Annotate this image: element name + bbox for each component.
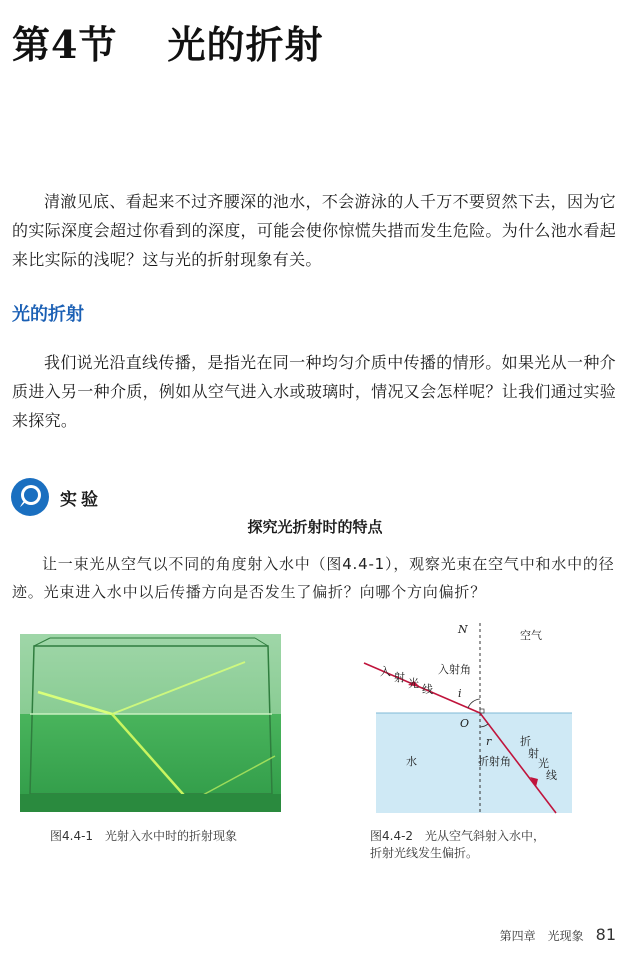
water-tank-photo [20, 634, 281, 812]
section-name: 光的折射 [167, 22, 324, 67]
incident-ray-char-2: 射 [394, 671, 405, 684]
label-incident-angle: 入射角 [438, 663, 471, 676]
figure-4-4-2-caption-line2: 折射光线发生偏折。 [370, 846, 479, 860]
refracted-ray-char-2: 射 [528, 747, 539, 760]
figure-4-4-2-caption [370, 828, 545, 862]
refraction-diagram [340, 617, 580, 817]
label-air: 空气 [520, 629, 542, 642]
label-normal: N [458, 623, 468, 636]
figure-4-4-2-caption-line1: 图4.4-2 光从空气斜射入水中， [370, 829, 546, 843]
label-o: O [460, 717, 470, 730]
subheading-refraction: 光的折射 [12, 304, 84, 325]
label-r: r [486, 735, 492, 748]
page-footer [500, 925, 616, 944]
incident-angle-arc [468, 699, 480, 708]
incident-ray-char-3: 光 [408, 677, 419, 690]
label-i: i [458, 687, 462, 700]
label-refraction-angle: 折射角 [478, 755, 511, 768]
incident-ray-char-4: 线 [422, 683, 433, 696]
section-title [12, 14, 323, 69]
refracted-ray-char-4: 线 [546, 769, 557, 782]
right-angle-mark [480, 709, 484, 713]
body-paragraph: 我们说光沿直线传播，是指光在同一种均匀介质中传播的情形。如果光从一种介质进入另一种介质，例如从空气进入水或玻璃时，情况又会怎样呢？让我们通过实验来探究。 [12, 353, 616, 430]
refracted-ray-char-1: 折 [520, 735, 531, 748]
experiment-text: 让一束光从空气以不同的角度射入水中（图4.4-1），观察光束在空气中和水中的径迹。光束进入水中以后传播方向是否发生了偏折？向哪个方向偏折？ [12, 555, 615, 601]
experiment-magnifier-icon [10, 477, 50, 517]
experiment-label: 实验 [60, 490, 102, 510]
refracted-ray-char-3: 光 [538, 757, 549, 770]
intro-paragraph: 清澈见底、看起来不过齐腰深的池水，不会游泳的人千万不要贸然下去，因为它的实际深度会超过你看到的深度，可能会使你惊慌失措而发生危险。为什么池水看起来比实际的浅呢？这与光的折射现象有关。 [12, 192, 616, 269]
label-water: 水 [406, 755, 417, 768]
experiment-title: 探究光折射时的特点 [247, 518, 383, 536]
footer-chapter: 第四章 光现象 [499, 929, 584, 943]
figure-4-4-1-caption: 图4.4-1 光射入水中时的折射现象 [50, 829, 238, 843]
incident-ray-char-1: 入 [380, 665, 391, 678]
section-number: 第4节 [12, 22, 118, 67]
page-number: 81 [595, 925, 616, 944]
